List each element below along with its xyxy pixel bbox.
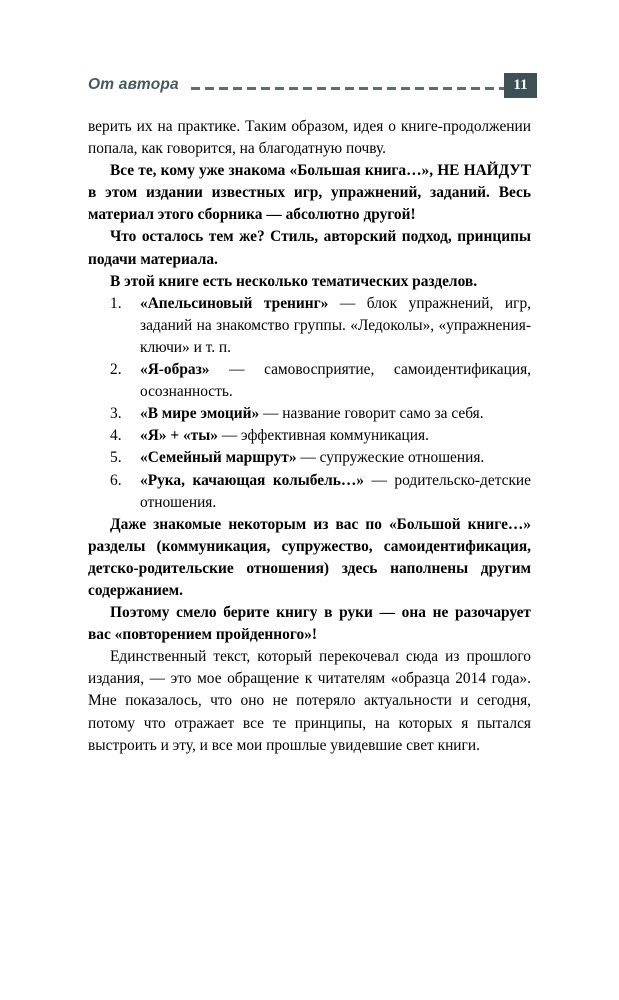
paragraph-continuation: верить их на практике. Таким образом, идея о книге-продолжении попала, как говорится, на благодатную почву. [88, 118, 531, 158]
running-header [88, 72, 537, 98]
list-item [88, 359, 531, 403]
list-item-term: «Апельсиновый тренинг» [140, 294, 329, 312]
list-item-description: — название говорит само за себя. [259, 405, 484, 423]
list-item-description: — родительско-детские отношения. [140, 471, 531, 511]
list-item-number: 6. [110, 471, 122, 489]
list-item-number: 3. [110, 405, 122, 423]
paragraph-what-stayed: Что осталось тем же? Стиль, авторский подход, принципы подачи материала. [88, 228, 531, 268]
paragraph-sections-intro: В этой книге есть несколько тематических разделов. [110, 272, 478, 290]
header-dashed-rule [191, 87, 505, 90]
list-item-description: — блок упражнений, игр, заданий на знакомство группы. «Ледоколы», «упражнения-ключи» и т. п. [140, 294, 531, 356]
list-item [88, 425, 531, 447]
list-item-number: 1. [110, 294, 122, 312]
list-item-term: «Рука, качающая колыбель…» [140, 471, 364, 489]
list-item-term: «Я-образ» [140, 361, 210, 379]
page-body [88, 116, 531, 757]
running-header-title: От автора [88, 76, 179, 94]
paragraph-only-text-kept: Единственный текст, который перекочевал сюда из прошлого издания, — это мое обращение к читателям «образца 2014 года». Мне показалось, что оно не потеряло актуальности и сегодня, потому что отражает все те принципы, на которых я пытался выстроить и эту, и все мои прошлые увидевшие свет книги. [88, 648, 531, 754]
list-item-number: 5. [110, 449, 122, 467]
list-item-description: — эффективная коммуникация. [217, 427, 429, 445]
paragraph-familiar-sections: Даже знакомые некоторым из вас по «Большой книге…» разделы (коммуникация, супружество, самоидентификация, детско-родительские отношения) здесь наполнены другим содержанием. [88, 515, 531, 599]
list-item-term: «Семейный маршрут» [140, 449, 297, 467]
paragraph-take-the-book: Поэтому смело берите книгу в руки — она не разочарует вас «повторением пройденного»! [88, 604, 531, 644]
list-item [88, 293, 531, 359]
list-item-number: 4. [110, 427, 122, 445]
list-item-description: — супружеские отношения. [296, 449, 485, 467]
list-item-term: «Я» + «ты» [140, 427, 218, 445]
list-item-term: «В мире эмоций» [140, 405, 260, 423]
list-item-description: — самовосприятие, самоидентификация, осознанность. [140, 361, 531, 401]
list-item [88, 403, 531, 425]
list-item [88, 470, 531, 514]
topic-sections-list [88, 293, 531, 514]
list-item-number: 2. [110, 361, 122, 379]
list-item [88, 447, 531, 469]
paragraph-no-repeat: Все те, кому уже знакома «Большая книга…», НЕ НАЙДУТ в этом издании известных игр, упражнений, заданий. Весь материал этого сборника — абсолютно другой! [88, 162, 531, 224]
page-number-badge: 11 [504, 73, 537, 98]
